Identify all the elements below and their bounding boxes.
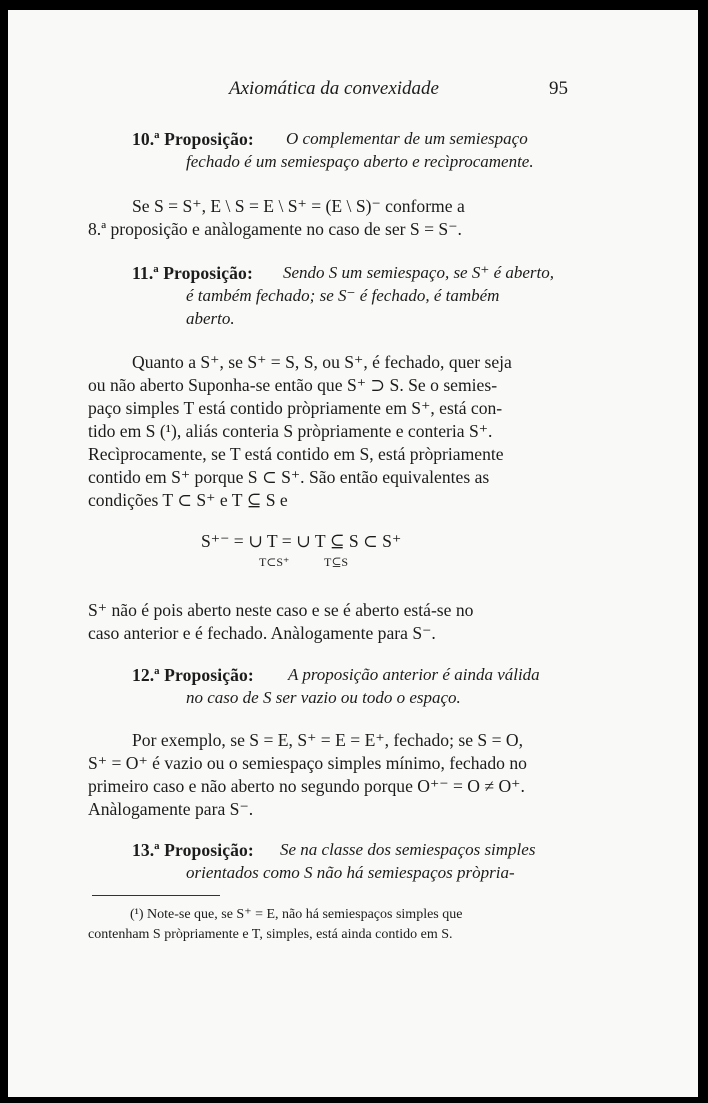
para1-line2: 8.ª proposição e anàlogamente no caso de ser S = S⁻. xyxy=(88,219,462,239)
footnote-line1: (¹) Note-se que, se S⁺ = E, não há semiespaços simples que xyxy=(130,907,463,922)
prop10-statement-line2: fechado é um semiespaço aberto e recìprocamente. xyxy=(186,152,534,171)
para2-line1: Quanto a S⁺, se S⁺ = S, S, ou S⁺, é fechado, quer seja xyxy=(132,352,512,372)
prop13-statement-line1: Se na classe dos semiespaços simples xyxy=(280,840,536,859)
page-number: 95 xyxy=(549,78,568,99)
formula-subscript-2: T⊆S xyxy=(324,555,349,569)
para2-line7: condições T ⊂ S⁺ e T ⊆ S e xyxy=(88,490,288,510)
para2-line5: Recìprocamente, se T está contido em S, está pròpriamente xyxy=(88,444,504,464)
para2-line6: contido em S⁺ porque S ⊂ S⁺. São então equivalentes as xyxy=(88,467,490,487)
para2-line3: paço simples T está contido pròpriamente em S⁺, está con- xyxy=(88,398,503,418)
display-formula: S⁺⁻ = ∪ T = ∪ T ⊆ S ⊂ S⁺ xyxy=(201,531,402,551)
running-header-title: Axiomática da convexidade xyxy=(229,78,439,99)
footnote-rule xyxy=(92,895,220,896)
prop13-statement-line2: orientados como S não há semiespaços pròpria- xyxy=(186,863,515,882)
prop12-statement-line1: A proposição anterior é ainda válida xyxy=(288,665,540,684)
prop12-label: 12.ª Proposição: xyxy=(132,665,254,685)
para1-line1: Se S = S⁺, E \ S = E \ S⁺ = (E \ S)⁻ conforme a xyxy=(132,196,465,216)
para4-line1: Por exemplo, se S = E, S⁺ = E = E⁺, fechado; se S = O, xyxy=(132,730,524,750)
para3-line2: caso anterior e é fechado. Anàlogamente para S⁻. xyxy=(88,623,436,643)
para2-line4: tido em S (¹), aliás conteria S pròpriamente e conteria S⁺. xyxy=(88,421,493,441)
prop13-label: 13.ª Proposição: xyxy=(132,840,254,860)
prop11-label: 11.ª Proposição: xyxy=(132,263,253,283)
prop11-statement-line2: é também fechado; se S⁻ é fechado, é também xyxy=(186,286,500,305)
prop11-statement-line1: Sendo S um semiespaço, se S⁺ é aberto, xyxy=(283,263,555,282)
prop11-statement-line3: aberto. xyxy=(186,309,235,328)
prop10-statement-line1: O complementar de um semiespaço xyxy=(286,129,528,148)
formula-subscript-1: T⊂S⁺ xyxy=(259,555,290,569)
para2-line2: ou não aberto Suponha-se então que S⁺ ⊃ S. Se o semies- xyxy=(88,375,498,395)
prop12-statement-line2: no caso de S ser vazio ou todo o espaço. xyxy=(186,688,461,707)
para4-line4: Anàlogamente para S⁻. xyxy=(88,799,254,819)
para4-line2: S⁺ = O⁺ é vazio ou o semiespaço simples mínimo, fechado no xyxy=(88,753,527,773)
para3-line1: S⁺ não é pois aberto neste caso e se é aberto está-se no xyxy=(88,600,474,620)
footnote-line2: contenham S pròpriamente e T, simples, está ainda contido em S. xyxy=(88,927,453,942)
para4-line3: primeiro caso e não aberto no segundo porque O⁺⁻ = O ≠ O⁺. xyxy=(88,776,525,796)
prop10-label: 10.ª Proposição: xyxy=(132,129,254,149)
book-page xyxy=(8,10,698,1097)
